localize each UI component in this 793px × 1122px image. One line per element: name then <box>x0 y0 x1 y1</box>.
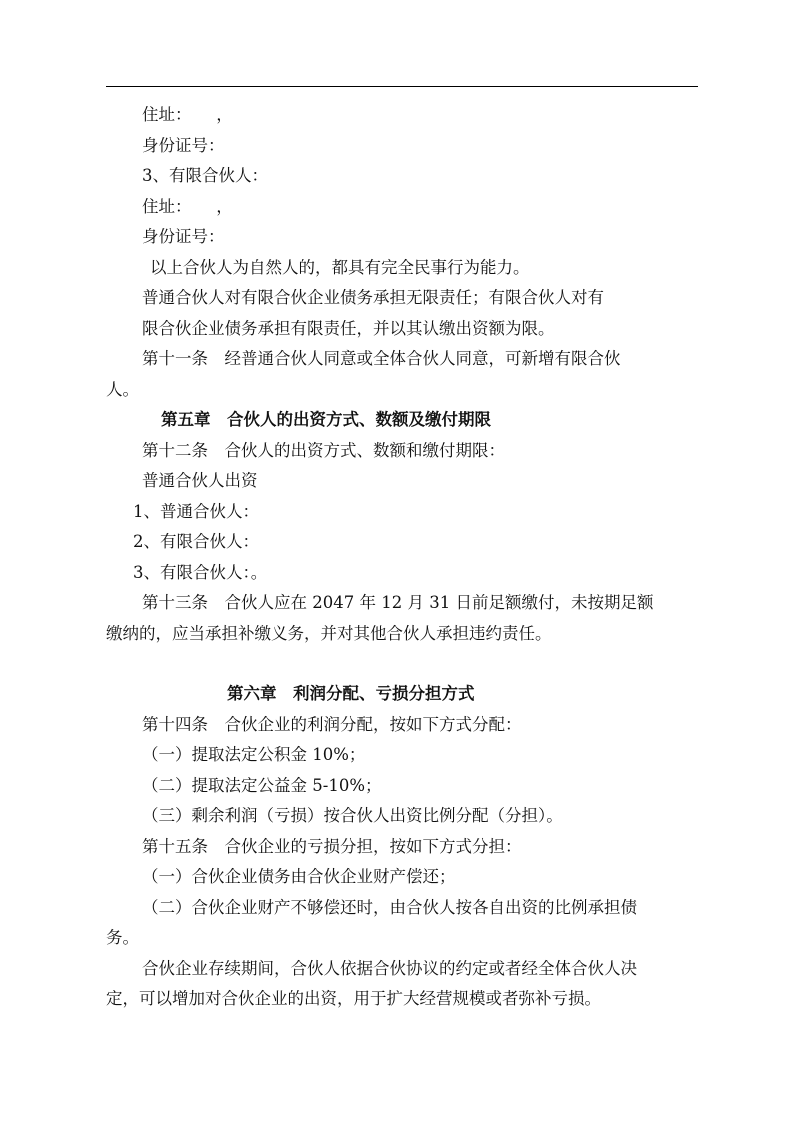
profit-loss-block <box>106 710 698 1015</box>
text-line: 3、有限合伙人： <box>142 166 268 185</box>
text-line: 身份证号： <box>142 135 225 155</box>
text-line: （二）提取法定公益金 5-10%； <box>142 775 382 795</box>
text-line: 1、普通合伙人： <box>133 501 259 521</box>
paragraph-gap <box>106 649 698 679</box>
text-line: 第十四条 合伙企业的利润分配，按如下方式分配： <box>142 714 522 734</box>
text-line: 第十三条 合伙人应在 2047 年 12 月 31 日前足额缴付，未按期足额 <box>142 593 654 612</box>
text-line: 普通合伙人对有限合伙企业债务承担无限责任；有限合伙人对有 <box>142 288 604 307</box>
text-line: （二）合伙企业财产不够偿还时，由合伙人按各自出资的比例承担债 <box>142 897 637 917</box>
text-line: （三）剩余利润（亏损）按合伙人出资比例分配（分担）。 <box>142 806 563 825</box>
text-line: 定，可以增加对合伙企业的出资，用于扩大经营规模或者弥补亏损。 <box>106 989 601 1008</box>
partner-info-block <box>106 100 698 405</box>
text-line: 第十五条 合伙企业的亏损分担，按如下方式分担： <box>142 836 522 856</box>
text-line: 第十二条 合伙人的出资方式、数额和缴付期限： <box>142 440 505 460</box>
text-line: 以上合伙人为自然人的，都具有完全民事行为能力。 <box>150 257 530 277</box>
document-body <box>106 100 698 1015</box>
contribution-block <box>106 436 698 650</box>
text-line: 限合伙企业债务承担有限责任，并以其认缴出资额为限。 <box>142 318 555 338</box>
text-line: 2、有限合伙人： <box>133 532 259 551</box>
text-line: 普通合伙人出资 <box>142 471 258 490</box>
text-line: （一）合伙企业债务由合伙企业财产偿还； <box>142 867 456 886</box>
text-line: 缴纳的，应当承担补缴义务，并对其他合伙人承担违约责任。 <box>106 623 552 643</box>
text-line: 务。 <box>106 928 139 947</box>
text-line: 身份证号： <box>142 227 225 246</box>
header-rule <box>106 86 698 87</box>
text-line: 住址： ， <box>142 105 233 124</box>
text-line: 3、有限合伙人：。 <box>133 562 268 582</box>
text-line: 第十一条 经普通合伙人同意或全体合伙人同意，可新增有限合伙 <box>142 349 621 368</box>
chapter-6-heading: 第六章 利润分配、亏损分担方式 <box>227 684 475 703</box>
text-line: 人。 <box>106 379 139 399</box>
chapter-5-heading: 第五章 合伙人的出资方式、数额及缴付期限 <box>161 410 491 429</box>
text-line: 合伙企业存续期间，合伙人依据合伙协议的约定或者经全体合伙人决 <box>142 958 637 978</box>
text-line: （一）提取法定公积金 10%； <box>142 745 366 764</box>
text-line: 住址： ， <box>142 196 233 216</box>
